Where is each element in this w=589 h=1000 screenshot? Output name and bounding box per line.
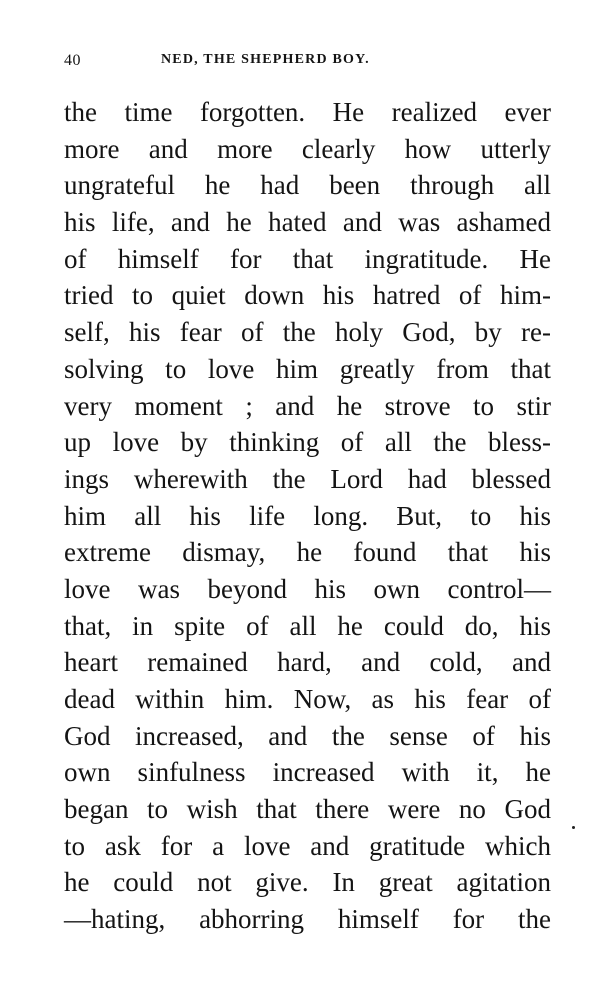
- text-line: own sinfulness increased with it, he: [64, 757, 551, 788]
- page-number: 40: [64, 52, 81, 69]
- text-line: God increased, and the sense of his: [64, 720, 551, 751]
- text-line: him all his life long. But, to his: [64, 500, 551, 531]
- body-text: [64, 94, 551, 938]
- text-line: very moment ; and he strove to stir: [64, 390, 551, 421]
- text-line: to ask for a love and gratitude which: [64, 830, 551, 861]
- text-line: the time forgotten. He realized ever: [64, 97, 551, 127]
- text-line: self, his fear of the holy God, by re-: [64, 317, 551, 348]
- text-line: —hating, abhorring himself for the: [64, 904, 551, 935]
- text-line: love was beyond his own control—: [64, 573, 551, 604]
- running-head: [64, 52, 550, 76]
- text-line: solving to love him greatly from that: [64, 353, 551, 384]
- ink-speck: [572, 826, 575, 829]
- running-title: NED, THE SHEPHERD BOY.: [161, 52, 370, 67]
- text-line: he could not give. In great agitation: [64, 867, 551, 898]
- text-line: heart remained hard, and cold, and: [64, 647, 551, 678]
- text-line: dead within him. Now, as his fear of: [64, 684, 551, 714]
- text-line: that, in spite of all he could do, his: [64, 610, 551, 641]
- text-line: ings wherewith the Lord had blessed: [64, 463, 551, 494]
- text-line: ungrateful he had been through all: [64, 170, 551, 201]
- text-line: up love by thinking of all the bless-: [64, 427, 551, 458]
- text-line: of himself for that ingratitude. He: [64, 243, 551, 274]
- text-line: his life, and he hated and was ashamed: [64, 207, 551, 238]
- text-line: more and more clearly how utterly: [64, 133, 551, 164]
- text-line: extreme dismay, he found that his: [64, 537, 551, 568]
- text-line: tried to quiet down his hatred of him-: [64, 280, 551, 311]
- text-line: began to wish that there were no God: [64, 794, 551, 825]
